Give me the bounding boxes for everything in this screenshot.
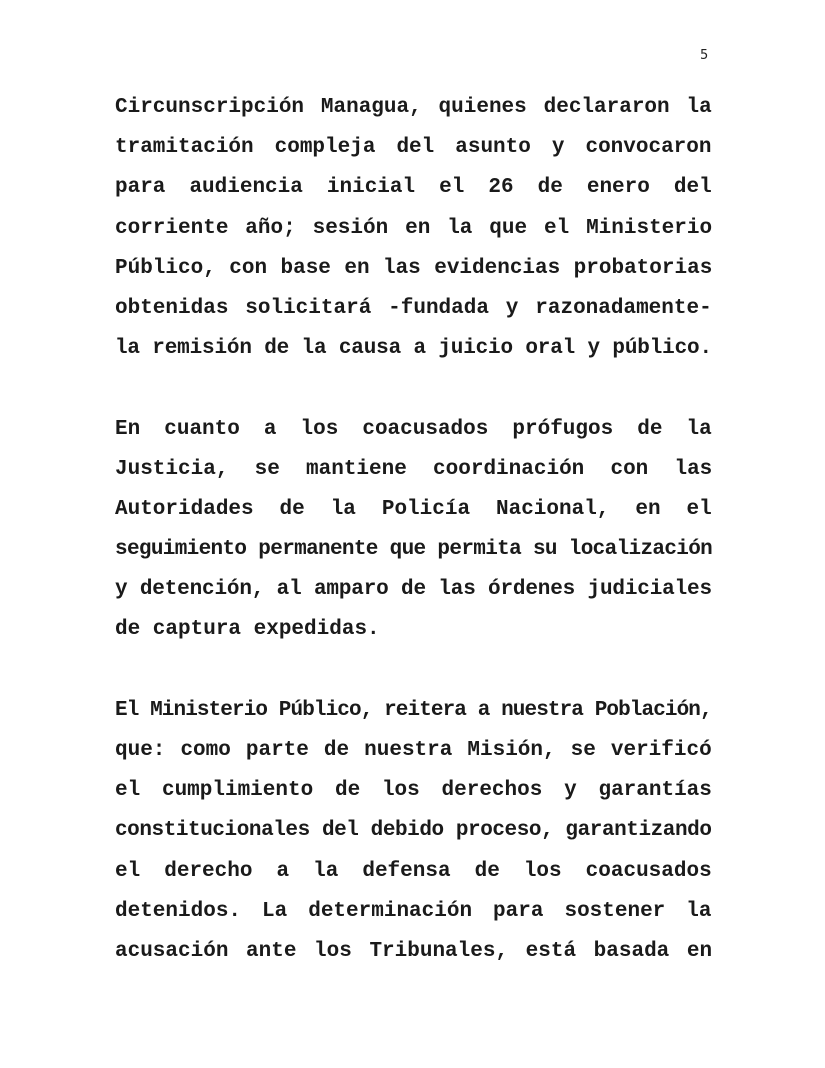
text-line: el derecho a la defensa de los coacusados [115, 859, 712, 883]
text-line: acusación ante los Tribunales, está basada en [115, 939, 713, 963]
page-number: 5 [700, 48, 709, 63]
text-line: constitucionales del debido proceso, garantizando [115, 819, 712, 843]
text-line: obtenidas solicitará -fundada y razonadamente- [115, 296, 712, 320]
text-line: y detención, al amparo de las órdenes judiciales [115, 578, 712, 602]
paragraph-2 [115, 410, 712, 651]
text-line: que: como parte de nuestra Misión, se verificó [115, 739, 712, 762]
text-line: para audiencia inicial el 26 de enero del [115, 176, 712, 200]
document-body [115, 88, 712, 1012]
paragraph-1 [115, 88, 712, 369]
text-line: corriente año; sesión en la que el Ministerio [115, 216, 713, 240]
text-line: Público, con base en las evidencias probatorias [115, 256, 713, 280]
paragraph-3 [115, 691, 712, 972]
text-line: de captura expedidas. [115, 618, 380, 642]
text-line: El Ministerio Público, reitera a nuestra Población, [115, 698, 712, 722]
text-line: Justicia, se mantiene coordinación con las [115, 457, 713, 481]
text-line: tramitación compleja del asunto y convocaron [115, 136, 712, 160]
text-line: la remisión de la causa a juicio oral y público. [115, 337, 712, 361]
text-line: seguimiento permanente que permita su localización [115, 538, 713, 562]
text-line: detenidos. La determinación para sostener la [115, 899, 712, 923]
text-line: Circunscripción Managua, quienes declararon la [115, 96, 712, 119]
text-line: En cuanto a los coacusados prófugos de la [115, 417, 712, 441]
text-line: el cumplimiento de los derechos y garantías [115, 779, 712, 803]
text-line: Autoridades de la Policía Nacional, en el [115, 497, 712, 521]
